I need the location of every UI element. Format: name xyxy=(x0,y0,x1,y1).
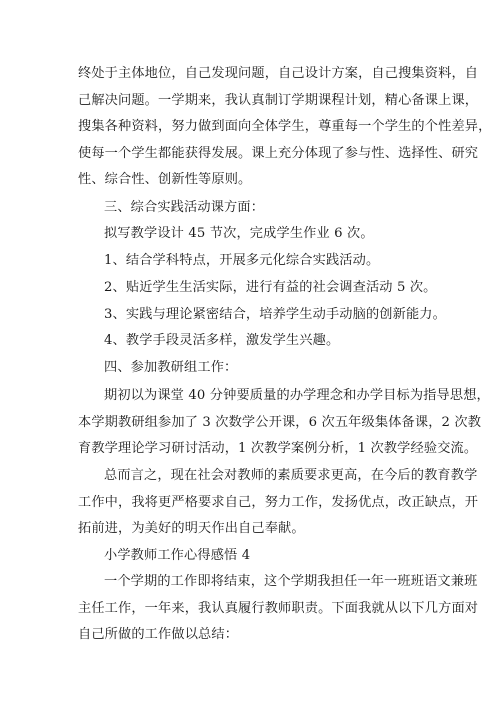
list-item-4 xyxy=(78,328,430,355)
list-item-text: 1、结合学科特点，开展多元化综合实践活动。 xyxy=(104,253,380,268)
section-heading-practice-course xyxy=(78,195,430,222)
text-line: 工作中，我将更严格要求自己，努力工作，发扬优点，改正缺点，开 xyxy=(78,494,479,510)
text-line: 性、综合性、创新性等原则。 xyxy=(78,172,252,188)
paragraph-lesson-design xyxy=(78,221,430,248)
paragraph-research-activities xyxy=(78,383,490,463)
list-item-text: 4、教学手段灵活多样，激发学生兴趣。 xyxy=(104,333,340,348)
paragraph-learning-autonomy xyxy=(78,61,492,194)
text-line: 拓前进，为美好的明天作出自己奉献。 xyxy=(78,521,305,537)
text-line: 主任工作，一年来，我认真履行教师职责。下面我就从以下几方面对 xyxy=(78,600,479,616)
heading-text: 四、参加教研组工作： xyxy=(104,360,238,375)
text-line: 己解决问题。一学期来，我认真制订学期课程计划，精心备课上课， xyxy=(78,92,479,108)
list-item-text: 3、实践与理论紧密结合，培养学生动手动脑的创新能力。 xyxy=(104,307,446,322)
article-title xyxy=(78,543,430,570)
list-item-2 xyxy=(78,275,437,302)
text-line: 总而言之，现在社会对教师的素质要求更高，在今后的教育教学 xyxy=(104,468,478,483)
title-text: 小学教师工作心得感悟 4 xyxy=(104,548,251,563)
section-heading-research-group xyxy=(78,355,430,382)
text-line: 终处于主体地位，自己发现问题，自己设计方案，自己搜集资料，自 xyxy=(78,66,479,81)
text-line: 育教学理论学习研讨活动，1 次教学案例分析，1 次教学经验交流。 xyxy=(78,441,478,457)
list-item-1 xyxy=(78,248,430,275)
text-line: 一个学期的工作即将结束，这个学期我担任一年一班班语文兼班 xyxy=(104,574,478,589)
text-line: 自己所做的工作做以总结： xyxy=(78,627,239,643)
paragraph-intro xyxy=(78,569,479,649)
list-item-text: 2、贴近学生生活实际，进行有益的社会调查活动 5 次。 xyxy=(104,280,437,295)
list-item-3 xyxy=(78,302,446,329)
text-line: 使每一个学生都能获得发展。课上充分体现了参与性、选择性、研究 xyxy=(78,145,479,161)
paragraph-conclusion xyxy=(78,463,479,543)
text-line: 搜集各种资料，努力做到面向全体学生，尊重每一个学生的个性差异， xyxy=(78,119,492,135)
text-line: 拟写教学设计 45 节次，完成学生作业 6 次。 xyxy=(104,226,374,241)
text-line: 本学期教研组参加了 3 次数学公开课，6 次五年级集体备课，2 次教 xyxy=(78,414,482,430)
heading-text: 三、综合实践活动课方面： xyxy=(104,200,265,215)
text-line: 期初以为课堂 40 分钟要质量的办学理念和办学目标为指导思想， xyxy=(104,388,490,403)
